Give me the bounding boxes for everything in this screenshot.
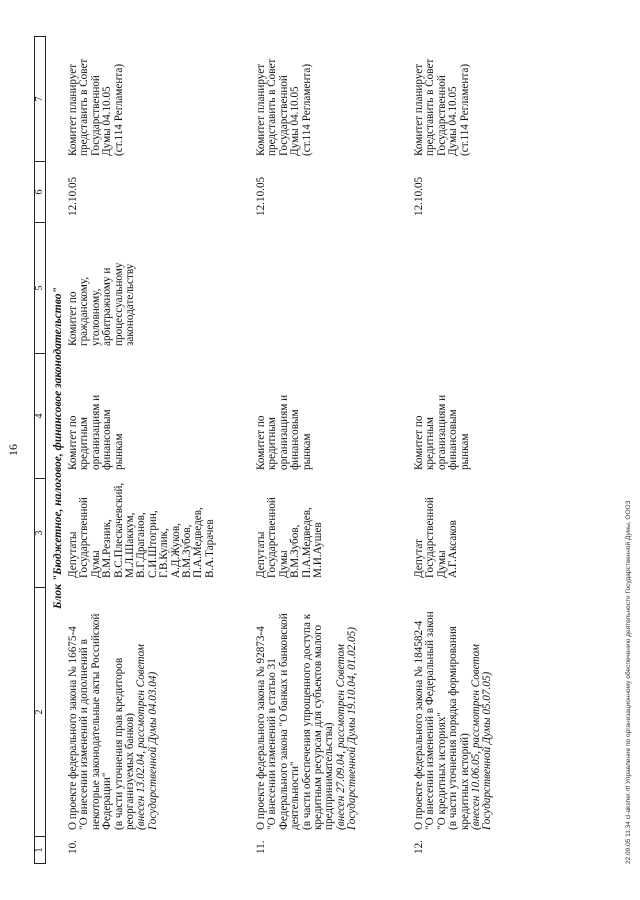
bill-note-line: Государственной Думы 05.07.05) xyxy=(481,671,494,830)
bill-note-line: (внесен 10.06.05, рассмотрен Советом xyxy=(470,644,483,830)
bill-note-line: Государственной Думы 04.03.04) xyxy=(146,671,159,830)
author-line: В.М.Зубов, xyxy=(289,524,302,578)
bill-title-line: кредитным ресурсам для субъектов малого xyxy=(312,624,325,830)
page-number: 16 xyxy=(6,444,20,456)
column-number: 1 xyxy=(35,837,46,864)
author-line: Государственной xyxy=(424,497,437,578)
author-line: Государственной xyxy=(78,497,91,578)
footer-note: 22.09.05 11:34 cl-aksher.rtf Управление по организационному обеспечению деятельности Государственной Думы, ОООЗ xyxy=(625,500,632,864)
committee-line: рынкам xyxy=(458,433,471,470)
status-line: Комитет планирует xyxy=(255,63,267,156)
date-cell: 12.10.05 xyxy=(413,176,425,216)
column-number-header xyxy=(34,36,46,864)
author-line: А.Д.Жуков, xyxy=(169,523,182,578)
co-committee-line: законодательству xyxy=(124,263,137,346)
column-number: 7 xyxy=(35,37,46,162)
author-line: Думы xyxy=(435,550,448,578)
bill-title-line: "О кредитных историях" xyxy=(435,712,448,830)
co-committee-line: гражданскому, xyxy=(78,276,91,346)
status-line: Государственной xyxy=(435,75,448,156)
author-line: М.Л.Шаккум, xyxy=(124,512,137,578)
column-number: 2 xyxy=(35,588,46,837)
committee-line: финансовым xyxy=(447,409,460,470)
committee-line: Комитет по xyxy=(413,415,425,470)
status-line: представить в Совет xyxy=(424,58,437,156)
row-number: 12. xyxy=(413,840,425,854)
author-line: С.И.Штогрин, xyxy=(146,510,159,578)
bill-title-line: (в части уточнения прав кредиторов xyxy=(112,657,125,830)
status-line: Думы 04.10.05 xyxy=(289,86,302,156)
block-title: Блок "Бюджетное, налоговое, финансовое законодательство" xyxy=(52,287,64,609)
author-line: Депутат xyxy=(413,539,425,578)
status-line: Государственной xyxy=(89,75,102,156)
author-line: В.Г.Драганов, xyxy=(135,512,148,578)
committee-line: организациям и xyxy=(277,394,290,470)
bill-title-line: некоторые законодательные акты Российской xyxy=(89,613,102,830)
co-committee-line: процессуальному xyxy=(112,262,125,346)
bill-title-line: кредитных историй) xyxy=(458,733,471,830)
date-cell: 12.10.05 xyxy=(67,176,79,216)
bill-title-line: Федерации" xyxy=(101,772,114,830)
status-line: Думы 04.10.05 xyxy=(447,86,460,156)
bill-title-cell xyxy=(414,582,494,830)
date-cell: 12.10.05 xyxy=(255,176,267,216)
bill-note-line: (внесен 27.09.04, рассмотрен Советом xyxy=(334,644,347,830)
author-line: Думы xyxy=(89,550,102,578)
committee-line: кредитным xyxy=(266,417,279,470)
author-line: М.И.Аушев xyxy=(312,522,325,578)
bill-title-line: "О внесении изменений и дополнений в xyxy=(78,639,91,830)
committee-line: кредитным xyxy=(78,417,91,470)
committee-line: финансовым xyxy=(289,409,302,470)
column-number: 3 xyxy=(35,479,46,588)
status-line: Комитет планирует xyxy=(67,63,79,156)
author-line: А.Г.Аксаков xyxy=(447,520,460,578)
committee-line: организациям и xyxy=(435,394,448,470)
status-cell xyxy=(68,38,125,156)
bill-title-line: "О внесении изменений в статью 31 xyxy=(266,658,279,830)
committee-cell xyxy=(414,358,471,470)
bill-title-line: "О внесении изменений в Федеральный закон xyxy=(424,611,437,830)
author-line: В.С.Плескачевский, xyxy=(112,482,125,578)
co-committee-line: уголовному, xyxy=(89,288,102,346)
co-committee-line: Комитет по xyxy=(67,291,79,346)
authors-cell xyxy=(414,480,460,578)
bill-title-line: (в части обеспечения упрощенного доступа к xyxy=(300,613,313,830)
status-cell xyxy=(414,38,471,156)
author-line: Государственной xyxy=(266,497,279,578)
committee-line: кредитным xyxy=(424,417,437,470)
author-line: В.М.Зубов, xyxy=(181,524,194,578)
bill-title-cell xyxy=(256,582,359,830)
committee-line: рынкам xyxy=(300,433,313,470)
author-line: В.М.Резник, xyxy=(101,519,114,578)
status-line: Государственной xyxy=(277,75,290,156)
author-line: П.А.Медведев, xyxy=(192,507,205,578)
co-committee-line: арбитражному и xyxy=(101,267,114,346)
author-line: Г.В.Кулик, xyxy=(158,528,171,578)
status-cell xyxy=(256,38,313,156)
bill-title-line: реорганизуемых банков) xyxy=(124,713,137,830)
author-line: Депутаты xyxy=(255,531,267,578)
bill-note-line: (внесен 13.02.04, рассмотрен Советом xyxy=(135,644,148,830)
column-number: 4 xyxy=(35,354,46,479)
bill-title-line: Федерального закона "О банках и банковской xyxy=(277,613,290,830)
committee-line: Комитет по xyxy=(67,415,79,470)
author-line: В.А.Тарачев xyxy=(203,519,216,578)
status-line: представить в Совет xyxy=(78,58,91,156)
column-number: 6 xyxy=(35,162,46,223)
status-line: Думы 04.10.05 xyxy=(101,86,114,156)
bill-title-line: (в части уточнения порядка формирования xyxy=(447,626,460,830)
committee-cell xyxy=(68,358,125,470)
status-line: (ст.114 Регламента) xyxy=(458,63,471,156)
status-line: представить в Совет xyxy=(266,58,279,156)
author-line: П.А.Медведев, xyxy=(300,507,313,578)
bill-note-line: Государственной Думы 19.10.04, 01.02.05) xyxy=(346,627,359,830)
status-line: (ст.114 Регламента) xyxy=(112,63,125,156)
author-line: Депутаты xyxy=(67,531,79,578)
committee-line: Комитет по xyxy=(255,415,267,470)
author-line: Думы xyxy=(277,550,290,578)
committee-line: финансовым xyxy=(101,409,114,470)
authors-cell xyxy=(68,480,216,578)
committee-cell xyxy=(256,358,313,470)
column-number: 5 xyxy=(35,223,46,354)
committee-line: организациям и xyxy=(89,394,102,470)
status-line: Комитет планирует xyxy=(413,63,425,156)
co-committee-cell xyxy=(68,226,136,346)
bill-title-line: О проекте федерального закона № 184582-4 xyxy=(413,620,425,830)
bill-title-line: О проекте федерального закона № 16675-4 xyxy=(67,626,79,830)
authors-cell xyxy=(256,480,324,578)
committee-line: рынкам xyxy=(112,433,125,470)
bill-title-cell xyxy=(68,582,159,830)
bill-title-line: деятельности" xyxy=(289,761,302,830)
bill-title-line: предпринимательства) xyxy=(323,722,336,830)
status-line: (ст.114 Регламента) xyxy=(300,63,313,156)
row-number: 11. xyxy=(255,840,267,854)
bill-title-line: О проекте федерального закона № 92873-4 xyxy=(255,626,267,830)
row-number: 10. xyxy=(67,840,79,854)
